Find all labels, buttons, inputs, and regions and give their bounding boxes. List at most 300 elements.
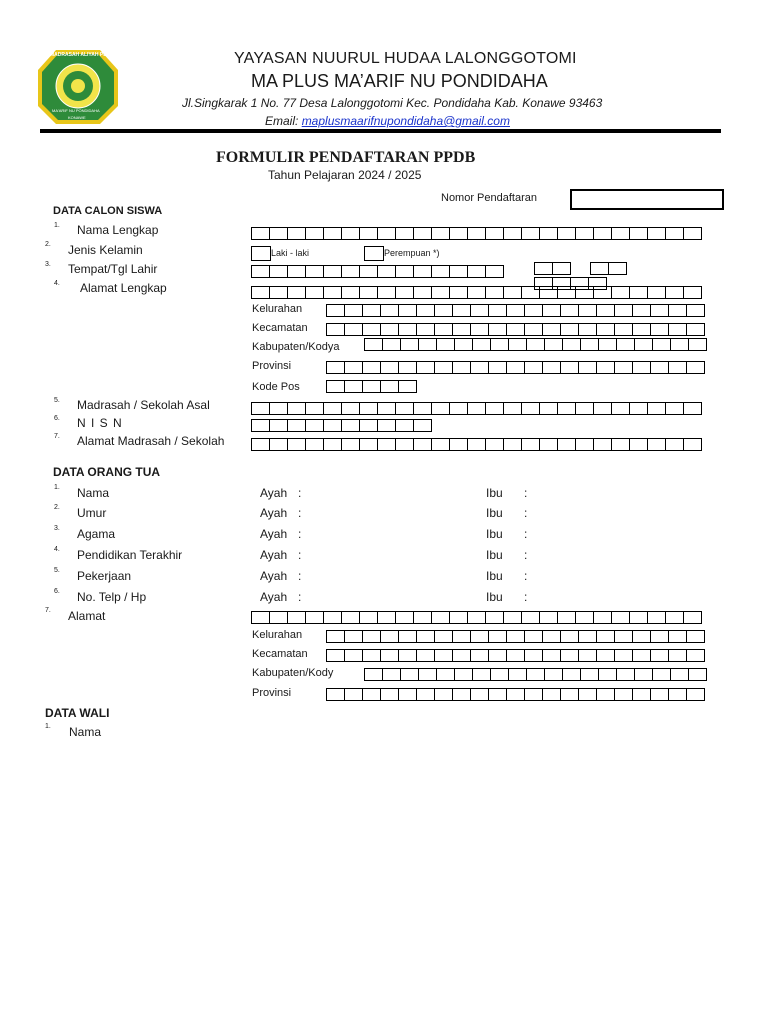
char-box[interactable] bbox=[362, 323, 381, 336]
char-box[interactable] bbox=[449, 265, 468, 278]
char-box[interactable] bbox=[377, 611, 396, 624]
char-box[interactable] bbox=[416, 323, 435, 336]
char-box[interactable] bbox=[452, 304, 471, 317]
char-box[interactable] bbox=[524, 361, 543, 374]
char-box[interactable] bbox=[269, 438, 288, 451]
char-box[interactable] bbox=[467, 286, 486, 299]
char-box[interactable] bbox=[485, 286, 504, 299]
char-box[interactable] bbox=[305, 265, 324, 278]
char-box[interactable] bbox=[596, 323, 615, 336]
char-box[interactable] bbox=[359, 438, 378, 451]
char-box[interactable] bbox=[431, 227, 450, 240]
char-box[interactable] bbox=[539, 286, 558, 299]
char-box[interactable] bbox=[632, 304, 651, 317]
school-address-boxes[interactable] bbox=[251, 438, 701, 451]
char-box[interactable] bbox=[598, 338, 617, 351]
char-box[interactable] bbox=[542, 649, 561, 662]
char-box[interactable] bbox=[488, 630, 507, 643]
char-box[interactable] bbox=[534, 262, 553, 275]
char-box[interactable] bbox=[503, 611, 522, 624]
char-box[interactable] bbox=[686, 630, 705, 643]
char-box[interactable] bbox=[650, 630, 669, 643]
char-box[interactable] bbox=[362, 649, 381, 662]
char-box[interactable] bbox=[632, 688, 651, 701]
char-box[interactable] bbox=[596, 630, 615, 643]
char-box[interactable] bbox=[467, 265, 486, 278]
char-box[interactable] bbox=[650, 688, 669, 701]
char-box[interactable] bbox=[632, 630, 651, 643]
birth-day-boxes[interactable] bbox=[534, 262, 570, 275]
char-box[interactable] bbox=[470, 630, 489, 643]
char-box[interactable] bbox=[575, 438, 594, 451]
char-box[interactable] bbox=[287, 438, 306, 451]
char-box[interactable] bbox=[544, 338, 563, 351]
char-box[interactable] bbox=[341, 227, 360, 240]
char-box[interactable] bbox=[434, 688, 453, 701]
char-box[interactable] bbox=[665, 286, 684, 299]
char-box[interactable] bbox=[341, 286, 360, 299]
char-box[interactable] bbox=[683, 227, 702, 240]
char-box[interactable] bbox=[416, 361, 435, 374]
char-box[interactable] bbox=[521, 286, 540, 299]
char-box[interactable] bbox=[668, 688, 687, 701]
char-box[interactable] bbox=[467, 227, 486, 240]
char-box[interactable] bbox=[506, 649, 525, 662]
char-box[interactable] bbox=[542, 630, 561, 643]
char-box[interactable] bbox=[416, 649, 435, 662]
char-box[interactable] bbox=[395, 265, 414, 278]
char-box[interactable] bbox=[434, 361, 453, 374]
char-box[interactable] bbox=[575, 402, 594, 415]
char-box[interactable] bbox=[454, 338, 473, 351]
char-box[interactable] bbox=[688, 338, 707, 351]
char-box[interactable] bbox=[562, 338, 581, 351]
char-box[interactable] bbox=[323, 419, 342, 432]
char-box[interactable] bbox=[629, 227, 648, 240]
char-box[interactable] bbox=[506, 361, 525, 374]
char-box[interactable] bbox=[431, 611, 450, 624]
char-box[interactable] bbox=[380, 361, 399, 374]
char-box[interactable] bbox=[344, 380, 363, 393]
char-box[interactable] bbox=[557, 286, 576, 299]
gender-female-checkbox[interactable] bbox=[364, 246, 384, 261]
char-box[interactable] bbox=[413, 227, 432, 240]
kelurahan-boxes[interactable] bbox=[326, 304, 704, 317]
char-box[interactable] bbox=[596, 649, 615, 662]
char-box[interactable] bbox=[413, 438, 432, 451]
char-box[interactable] bbox=[418, 668, 437, 681]
char-box[interactable] bbox=[593, 286, 612, 299]
char-box[interactable] bbox=[686, 323, 705, 336]
provinsi-boxes[interactable] bbox=[326, 361, 704, 374]
registration-number-box[interactable] bbox=[570, 189, 724, 210]
char-box[interactable] bbox=[557, 438, 576, 451]
char-box[interactable] bbox=[341, 265, 360, 278]
char-box[interactable] bbox=[251, 419, 270, 432]
char-box[interactable] bbox=[380, 630, 399, 643]
char-box[interactable] bbox=[377, 265, 396, 278]
kecamatan-boxes[interactable] bbox=[326, 323, 704, 336]
char-box[interactable] bbox=[416, 688, 435, 701]
char-box[interactable] bbox=[578, 649, 597, 662]
char-box[interactable] bbox=[578, 630, 597, 643]
char-box[interactable] bbox=[380, 649, 399, 662]
parent-provinsi-boxes[interactable] bbox=[326, 688, 704, 701]
char-box[interactable] bbox=[344, 649, 363, 662]
char-box[interactable] bbox=[521, 611, 540, 624]
char-box[interactable] bbox=[524, 304, 543, 317]
char-box[interactable] bbox=[542, 688, 561, 701]
char-box[interactable] bbox=[467, 402, 486, 415]
char-box[interactable] bbox=[488, 323, 507, 336]
char-box[interactable] bbox=[323, 402, 342, 415]
char-box[interactable] bbox=[398, 380, 417, 393]
char-box[interactable] bbox=[490, 668, 509, 681]
char-box[interactable] bbox=[611, 286, 630, 299]
char-box[interactable] bbox=[650, 304, 669, 317]
char-box[interactable] bbox=[614, 688, 633, 701]
char-box[interactable] bbox=[508, 338, 527, 351]
char-box[interactable] bbox=[593, 227, 612, 240]
char-box[interactable] bbox=[616, 338, 635, 351]
char-box[interactable] bbox=[395, 611, 414, 624]
char-box[interactable] bbox=[560, 630, 579, 643]
char-box[interactable] bbox=[287, 402, 306, 415]
char-box[interactable] bbox=[593, 611, 612, 624]
char-box[interactable] bbox=[377, 402, 396, 415]
char-box[interactable] bbox=[470, 649, 489, 662]
char-box[interactable] bbox=[251, 438, 270, 451]
char-box[interactable] bbox=[398, 361, 417, 374]
char-box[interactable] bbox=[323, 286, 342, 299]
char-box[interactable] bbox=[629, 438, 648, 451]
gender-male-checkbox[interactable] bbox=[251, 246, 271, 261]
char-box[interactable] bbox=[596, 361, 615, 374]
char-box[interactable] bbox=[560, 323, 579, 336]
char-box[interactable] bbox=[382, 668, 401, 681]
school-boxes[interactable] bbox=[251, 402, 701, 415]
char-box[interactable] bbox=[632, 323, 651, 336]
char-box[interactable] bbox=[668, 630, 687, 643]
char-box[interactable] bbox=[668, 361, 687, 374]
char-box[interactable] bbox=[634, 338, 653, 351]
char-box[interactable] bbox=[560, 304, 579, 317]
char-box[interactable] bbox=[362, 380, 381, 393]
char-box[interactable] bbox=[544, 668, 563, 681]
char-box[interactable] bbox=[269, 611, 288, 624]
char-box[interactable] bbox=[398, 649, 417, 662]
char-box[interactable] bbox=[449, 227, 468, 240]
char-box[interactable] bbox=[326, 361, 345, 374]
char-box[interactable] bbox=[686, 361, 705, 374]
char-box[interactable] bbox=[526, 668, 545, 681]
char-box[interactable] bbox=[449, 438, 468, 451]
char-box[interactable] bbox=[488, 361, 507, 374]
char-box[interactable] bbox=[542, 304, 561, 317]
email-link[interactable]: maplusmaarifnupondidaha@gmail.com bbox=[301, 114, 510, 128]
char-box[interactable] bbox=[614, 304, 633, 317]
char-box[interactable] bbox=[670, 338, 689, 351]
char-box[interactable] bbox=[305, 227, 324, 240]
char-box[interactable] bbox=[472, 338, 491, 351]
char-box[interactable] bbox=[485, 265, 504, 278]
birth-month-boxes[interactable] bbox=[590, 262, 626, 275]
char-box[interactable] bbox=[359, 286, 378, 299]
char-box[interactable] bbox=[578, 323, 597, 336]
char-box[interactable] bbox=[470, 323, 489, 336]
char-box[interactable] bbox=[683, 611, 702, 624]
char-box[interactable] bbox=[539, 402, 558, 415]
char-box[interactable] bbox=[287, 419, 306, 432]
char-box[interactable] bbox=[341, 611, 360, 624]
char-box[interactable] bbox=[344, 323, 363, 336]
char-box[interactable] bbox=[665, 227, 684, 240]
char-box[interactable] bbox=[434, 630, 453, 643]
char-box[interactable] bbox=[650, 361, 669, 374]
char-box[interactable] bbox=[251, 402, 270, 415]
char-box[interactable] bbox=[452, 361, 471, 374]
char-box[interactable] bbox=[634, 668, 653, 681]
char-box[interactable] bbox=[398, 630, 417, 643]
char-box[interactable] bbox=[575, 286, 594, 299]
char-box[interactable] bbox=[524, 323, 543, 336]
char-box[interactable] bbox=[686, 688, 705, 701]
char-box[interactable] bbox=[326, 688, 345, 701]
char-box[interactable] bbox=[611, 438, 630, 451]
char-box[interactable] bbox=[485, 438, 504, 451]
char-box[interactable] bbox=[629, 611, 648, 624]
char-box[interactable] bbox=[377, 227, 396, 240]
char-box[interactable] bbox=[508, 668, 527, 681]
char-box[interactable] bbox=[269, 286, 288, 299]
char-box[interactable] bbox=[598, 668, 617, 681]
char-box[interactable] bbox=[542, 323, 561, 336]
char-box[interactable] bbox=[557, 611, 576, 624]
char-box[interactable] bbox=[467, 438, 486, 451]
char-box[interactable] bbox=[611, 227, 630, 240]
char-box[interactable] bbox=[398, 304, 417, 317]
char-box[interactable] bbox=[326, 630, 345, 643]
char-box[interactable] bbox=[665, 402, 684, 415]
char-box[interactable] bbox=[683, 438, 702, 451]
char-box[interactable] bbox=[611, 611, 630, 624]
char-box[interactable] bbox=[650, 649, 669, 662]
char-box[interactable] bbox=[506, 688, 525, 701]
char-box[interactable] bbox=[668, 323, 687, 336]
char-box[interactable] bbox=[614, 361, 633, 374]
char-box[interactable] bbox=[578, 304, 597, 317]
char-box[interactable] bbox=[400, 338, 419, 351]
char-box[interactable] bbox=[359, 265, 378, 278]
char-box[interactable] bbox=[416, 630, 435, 643]
char-box[interactable] bbox=[452, 649, 471, 662]
parent-kecamatan-boxes[interactable] bbox=[326, 649, 704, 662]
char-box[interactable] bbox=[323, 227, 342, 240]
char-box[interactable] bbox=[431, 402, 450, 415]
char-box[interactable] bbox=[557, 227, 576, 240]
char-box[interactable] bbox=[413, 402, 432, 415]
char-box[interactable] bbox=[377, 419, 396, 432]
char-box[interactable] bbox=[506, 323, 525, 336]
char-box[interactable] bbox=[359, 402, 378, 415]
char-box[interactable] bbox=[686, 304, 705, 317]
char-box[interactable] bbox=[452, 323, 471, 336]
char-box[interactable] bbox=[647, 438, 666, 451]
char-box[interactable] bbox=[652, 338, 671, 351]
char-box[interactable] bbox=[665, 438, 684, 451]
char-box[interactable] bbox=[539, 611, 558, 624]
char-box[interactable] bbox=[688, 668, 707, 681]
char-box[interactable] bbox=[590, 262, 609, 275]
char-box[interactable] bbox=[326, 323, 345, 336]
char-box[interactable] bbox=[614, 630, 633, 643]
char-box[interactable] bbox=[251, 611, 270, 624]
char-box[interactable] bbox=[380, 304, 399, 317]
char-box[interactable] bbox=[305, 286, 324, 299]
char-box[interactable] bbox=[382, 338, 401, 351]
char-box[interactable] bbox=[629, 402, 648, 415]
char-box[interactable] bbox=[608, 262, 627, 275]
char-box[interactable] bbox=[326, 304, 345, 317]
char-box[interactable] bbox=[251, 265, 270, 278]
char-box[interactable] bbox=[287, 611, 306, 624]
char-box[interactable] bbox=[524, 649, 543, 662]
student-name-boxes[interactable] bbox=[251, 227, 701, 240]
char-box[interactable] bbox=[503, 286, 522, 299]
char-box[interactable] bbox=[647, 227, 666, 240]
char-box[interactable] bbox=[269, 265, 288, 278]
char-box[interactable] bbox=[341, 402, 360, 415]
char-box[interactable] bbox=[647, 286, 666, 299]
char-box[interactable] bbox=[364, 338, 383, 351]
char-box[interactable] bbox=[449, 611, 468, 624]
char-box[interactable] bbox=[434, 323, 453, 336]
char-box[interactable] bbox=[542, 361, 561, 374]
char-box[interactable] bbox=[452, 688, 471, 701]
char-box[interactable] bbox=[269, 419, 288, 432]
char-box[interactable] bbox=[344, 361, 363, 374]
char-box[interactable] bbox=[539, 438, 558, 451]
char-box[interactable] bbox=[488, 649, 507, 662]
char-box[interactable] bbox=[287, 265, 306, 278]
char-box[interactable] bbox=[323, 438, 342, 451]
char-box[interactable] bbox=[670, 668, 689, 681]
char-box[interactable] bbox=[580, 338, 599, 351]
birth-place-boxes[interactable] bbox=[251, 265, 503, 278]
char-box[interactable] bbox=[326, 649, 345, 662]
char-box[interactable] bbox=[323, 265, 342, 278]
char-box[interactable] bbox=[521, 438, 540, 451]
nisn-boxes[interactable] bbox=[251, 419, 431, 432]
char-box[interactable] bbox=[251, 286, 270, 299]
char-box[interactable] bbox=[359, 419, 378, 432]
char-box[interactable] bbox=[434, 649, 453, 662]
char-box[interactable] bbox=[395, 438, 414, 451]
char-box[interactable] bbox=[449, 286, 468, 299]
char-box[interactable] bbox=[398, 323, 417, 336]
char-box[interactable] bbox=[431, 286, 450, 299]
char-box[interactable] bbox=[398, 688, 417, 701]
char-box[interactable] bbox=[506, 304, 525, 317]
char-box[interactable] bbox=[485, 227, 504, 240]
char-box[interactable] bbox=[364, 668, 383, 681]
char-box[interactable] bbox=[323, 611, 342, 624]
char-box[interactable] bbox=[305, 402, 324, 415]
char-box[interactable] bbox=[377, 438, 396, 451]
char-box[interactable] bbox=[431, 265, 450, 278]
char-box[interactable] bbox=[526, 338, 545, 351]
char-box[interactable] bbox=[665, 611, 684, 624]
char-box[interactable] bbox=[362, 688, 381, 701]
char-box[interactable] bbox=[395, 402, 414, 415]
char-box[interactable] bbox=[431, 438, 450, 451]
char-box[interactable] bbox=[650, 323, 669, 336]
char-box[interactable] bbox=[488, 304, 507, 317]
char-box[interactable] bbox=[632, 361, 651, 374]
char-box[interactable] bbox=[647, 402, 666, 415]
char-box[interactable] bbox=[524, 688, 543, 701]
char-box[interactable] bbox=[305, 611, 324, 624]
char-box[interactable] bbox=[470, 688, 489, 701]
char-box[interactable] bbox=[287, 227, 306, 240]
char-box[interactable] bbox=[652, 668, 671, 681]
char-box[interactable] bbox=[413, 286, 432, 299]
kabupaten-boxes[interactable] bbox=[364, 338, 706, 351]
char-box[interactable] bbox=[413, 419, 432, 432]
parent-address-boxes[interactable] bbox=[251, 611, 701, 624]
char-box[interactable] bbox=[686, 649, 705, 662]
char-box[interactable] bbox=[418, 338, 437, 351]
char-box[interactable] bbox=[341, 438, 360, 451]
char-box[interactable] bbox=[578, 688, 597, 701]
char-box[interactable] bbox=[362, 304, 381, 317]
char-box[interactable] bbox=[416, 304, 435, 317]
char-box[interactable] bbox=[668, 304, 687, 317]
char-box[interactable] bbox=[344, 630, 363, 643]
char-box[interactable] bbox=[380, 688, 399, 701]
char-box[interactable] bbox=[485, 611, 504, 624]
char-box[interactable] bbox=[614, 323, 633, 336]
char-box[interactable] bbox=[560, 649, 579, 662]
char-box[interactable] bbox=[668, 649, 687, 662]
char-box[interactable] bbox=[503, 402, 522, 415]
char-box[interactable] bbox=[454, 668, 473, 681]
char-box[interactable] bbox=[503, 227, 522, 240]
char-box[interactable] bbox=[413, 265, 432, 278]
char-box[interactable] bbox=[362, 630, 381, 643]
char-box[interactable] bbox=[470, 304, 489, 317]
char-box[interactable] bbox=[380, 380, 399, 393]
char-box[interactable] bbox=[503, 438, 522, 451]
char-box[interactable] bbox=[614, 649, 633, 662]
char-box[interactable] bbox=[305, 438, 324, 451]
char-box[interactable] bbox=[436, 338, 455, 351]
char-box[interactable] bbox=[560, 361, 579, 374]
char-box[interactable] bbox=[521, 227, 540, 240]
char-box[interactable] bbox=[395, 419, 414, 432]
char-box[interactable] bbox=[557, 402, 576, 415]
char-box[interactable] bbox=[616, 668, 635, 681]
char-box[interactable] bbox=[683, 286, 702, 299]
char-box[interactable] bbox=[490, 338, 509, 351]
parent-kabupaten-boxes[interactable] bbox=[364, 668, 706, 681]
address-boxes[interactable] bbox=[251, 286, 701, 299]
char-box[interactable] bbox=[580, 668, 599, 681]
char-box[interactable] bbox=[344, 688, 363, 701]
parent-kelurahan-boxes[interactable] bbox=[326, 630, 704, 643]
char-box[interactable] bbox=[488, 688, 507, 701]
char-box[interactable] bbox=[578, 361, 597, 374]
